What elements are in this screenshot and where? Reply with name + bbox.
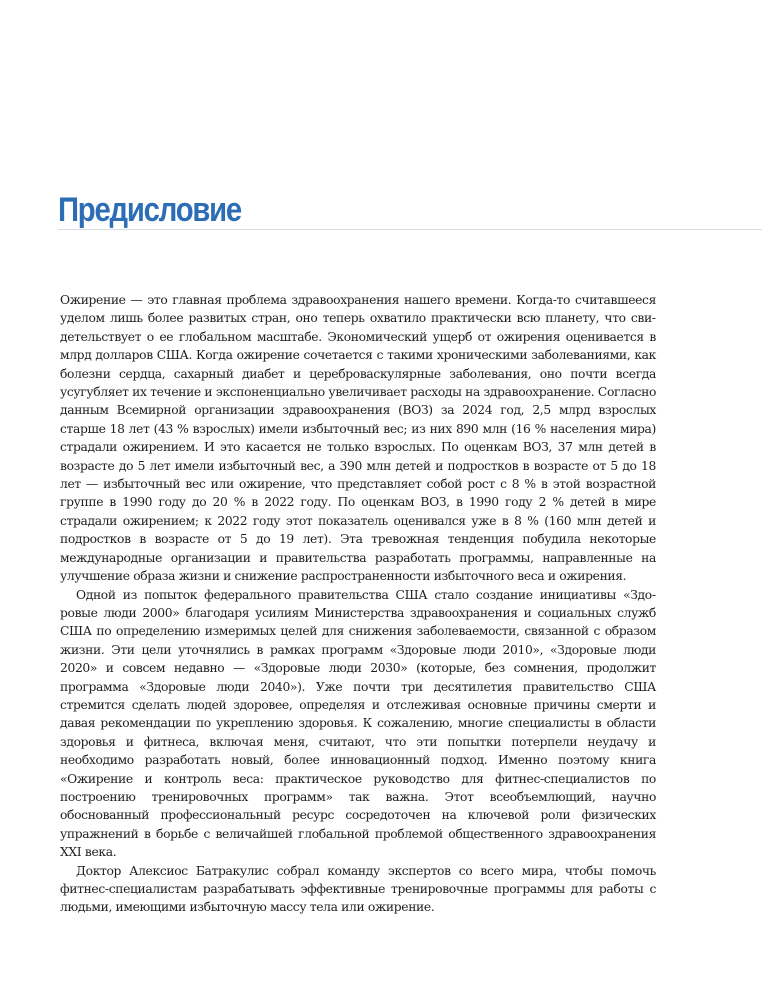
heading-rule [58, 229, 762, 230]
paragraph-2: Одной из попыток федерального правительства США стало создание инициативы «Здоровые люди 2000» благодаря усилиям Министерства здравоохранения и социальных служб США по определению измеримых целей для снижения заболеваемости, связанной с образом жизни. Эти цели уточнялись в рамках программ «Здоровые люди 2010», «Здоровые люди 2020» и совсем недавно — «Здоровые люди 2030» (которые, без сомнения, продолжит программа «Здоровые люди 2040»). Уже почти три десятилетия правительство США стремится сделать людей здоровее, определяя и отслеживая основные причины смерти и давая рекомендации по укреплению здоровья. К сожалению, многие специалисты в области здоровья и фитнеса, включая меня, считают, что эти попытки потерпели неудачу и необходимо разработать новый, более инновационный подход. Именно поэтому книга «Ожирение и контроль веса: практическое руководство для фитнес-специалистов по построению тренировочных программ» так важна. Этот всеобъемлющий, научно обоснованный профессиональный ресурс сосредоточен на ключевой роли физических упражнений в борьбе с величайшей глобальной проблемой общественного здравоохранения XXI века. [60, 587, 656, 860]
paragraph-1: Ожирение — это главная проблема здравоохранения нашего времени. Когда-то считавшееся уделом лишь более развитых стран, оно теперь охватило практически всю планету, что свидетельствует о ее глобальном масштабе. Экономический ущерб от ожирения оценивается в млрд долларов США. Когда ожирение сочетается с такими хроническими заболеваниями, как болезни сердца, сахарный диабет и цереброваскулярные заболевания, оно почти всегда усугубляет их течение и экспоненциально увеличивает расходы на здравоохранение. Согласно данным Всемирной организации здравоохранения (ВОЗ) за 2024 год, 2,5 млрд взрослых старше 18 лет (43 % взрослых) имели избыточный вес; из них 890 млн (16 % населения мира) страдали ожирением. И это касается не только взрослых. По оценкам ВОЗ, 37 млн детей в возрасте до 5 лет имели избыточный вес, а 390 млн детей и подростков в возрасте от 5 до 18 лет — избыточный вес или ожирение, что представляет собой рост с 8 % в этой возрастной группе в 1990 году до 20 % в 2022 году. По оценкам ВОЗ, в 1990 году 2 % детей в мире страдали ожирением; к 2022 году этот показатель оценивался уже в 8 % (160 млн детей и подростков в возрасте от 5 до 19 лет). Эта тревожная тенденция побудила некоторые международные организации и правительства разработать программы, направленные на улучшение образа жизни и снижение распространенности избыточного веса и ожирения. [60, 293, 656, 584]
paragraph-3: Доктор Алексиос Батракулис собрал команду экспертов со всего мира, чтобы помочь фитнес-специалистам разрабатывать эффективные тренировочные программы для работы с людьми, имеющими избыточную массу тела или ожирение. [60, 863, 656, 915]
section-heading: Предисловие [58, 191, 241, 229]
body-text [60, 291, 656, 917]
